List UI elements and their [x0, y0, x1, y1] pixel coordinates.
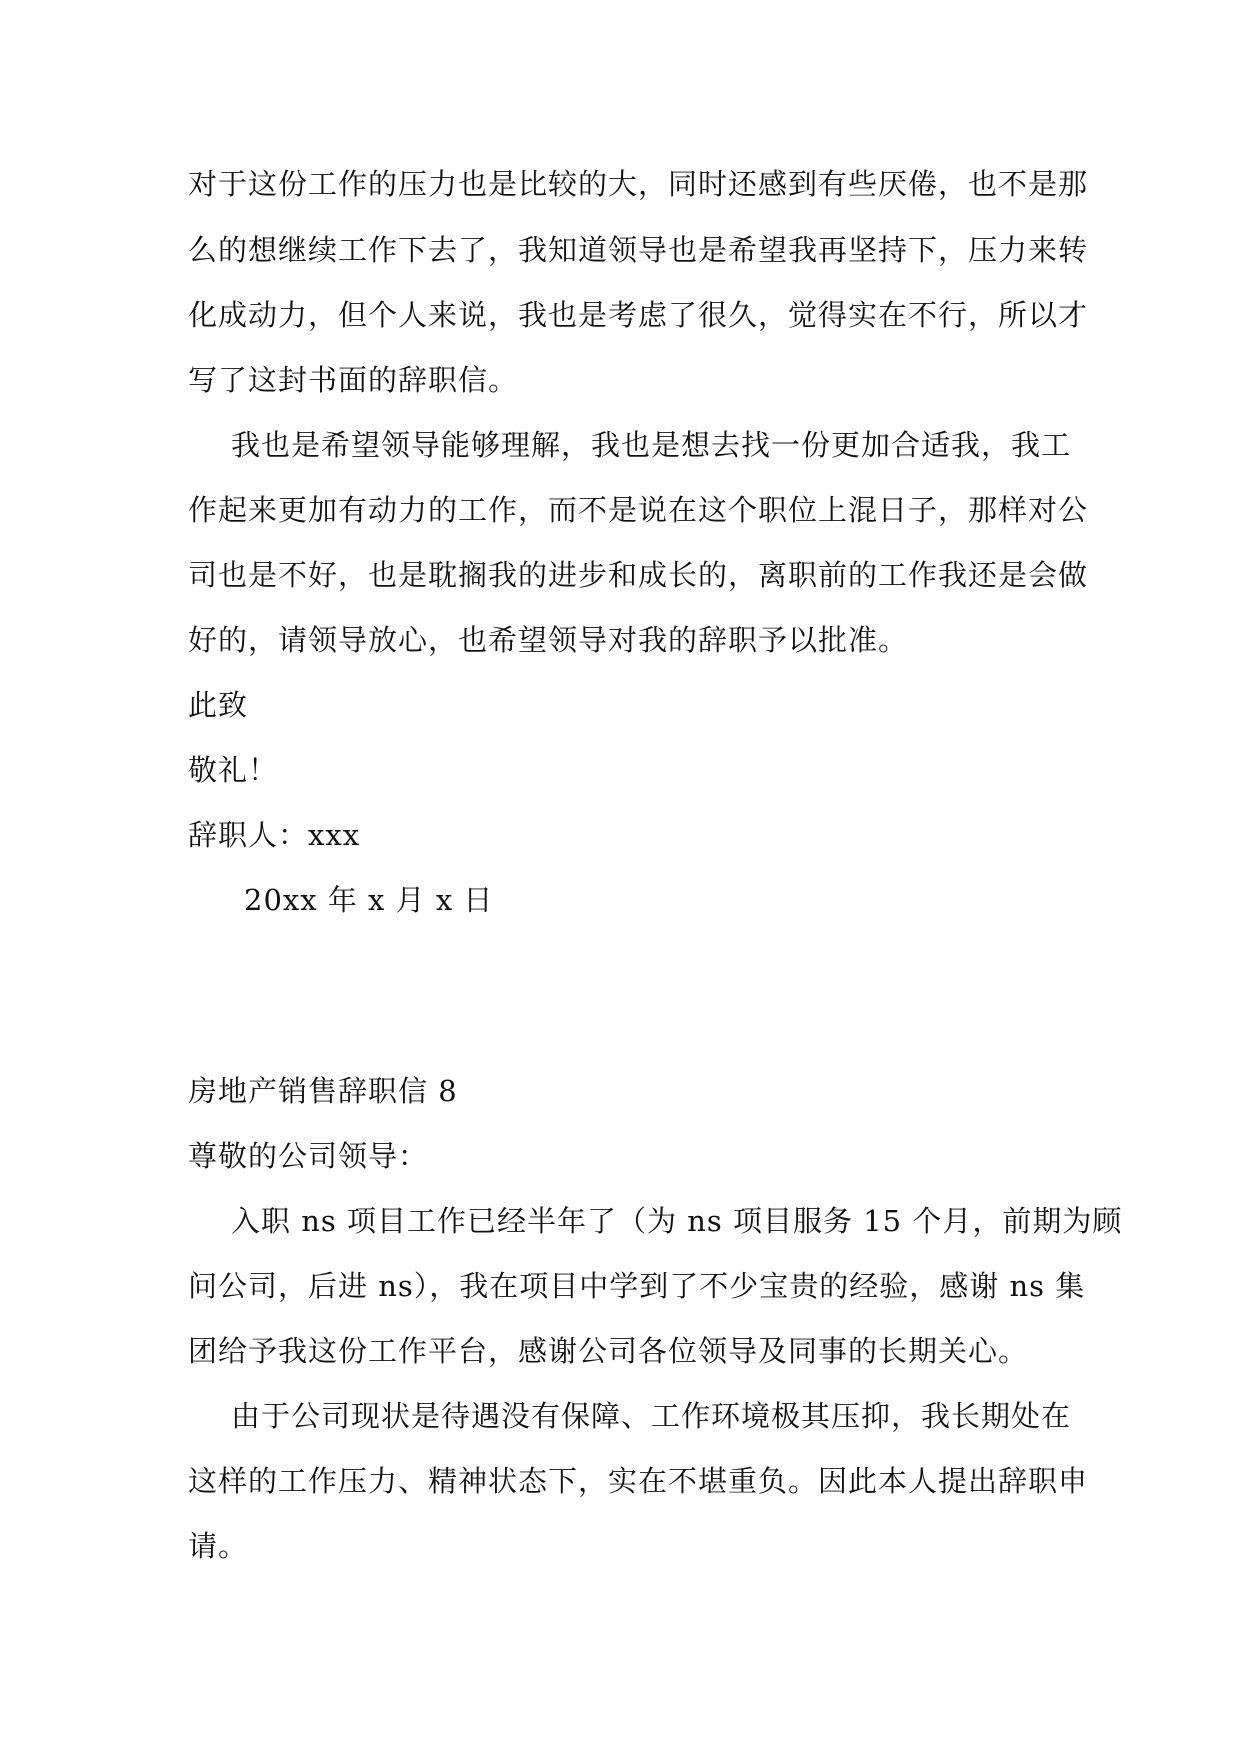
body-text-line: 对于这份工作的压力也是比较的大，同时还感到有些厌倦，也不是那: [188, 167, 1089, 201]
body-text-line: 我也是希望领导能够理解，我也是想去找一份更加合适我，我工: [231, 428, 1072, 462]
body-text-line: 请。: [188, 1529, 249, 1563]
body-text-line: 问公司，后进 ns），我在项目中学到了不少宝贵的经验，感谢 ns 集: [188, 1269, 1086, 1303]
greeting: 尊敬的公司领导：: [188, 1139, 429, 1173]
body-text-line: 司也是不好，也是耽搁我的进步和成长的，离职前的工作我还是会做: [188, 558, 1089, 592]
closing-regards: 敬礼！: [188, 753, 279, 787]
body-text-line: 么的想继续工作下去了，我知道领导也是希望我再坚持下，压力来转: [188, 233, 1089, 267]
body-text-line: 化成动力，但个人来说，我也是考虑了很久，觉得实在不行，所以才: [188, 298, 1089, 332]
body-text-line: 由于公司现状是待遇没有保障、工作环境极其压抑，我长期处在: [231, 1399, 1072, 1433]
body-text-line: 团给予我这份工作平台，感谢公司各位领导及同事的长期关心。: [188, 1334, 1029, 1368]
closing-salutation: 此致: [188, 688, 249, 722]
body-text-line: 作起来更加有动力的工作，而不是说在这个职位上混日子，那样对公: [188, 493, 1089, 527]
section-title: 房地产销售辞职信 8: [188, 1074, 458, 1108]
body-text-line: 这样的工作压力、精神状态下，实在不堪重负。因此本人提出辞职申: [188, 1464, 1089, 1498]
body-text-line: 写了这封书面的辞职信。: [188, 363, 519, 397]
date-line: 20xx 年 x 月 x 日: [244, 883, 494, 917]
body-text-line: 入职 ns 项目工作已经半年了（为 ns 项目服务 15 个月，前期为顾: [231, 1204, 1123, 1238]
body-text-line: 好的，请领导放心，也希望领导对我的辞职予以批准。: [188, 623, 909, 657]
signature-line: 辞职人：xxx: [188, 818, 361, 852]
